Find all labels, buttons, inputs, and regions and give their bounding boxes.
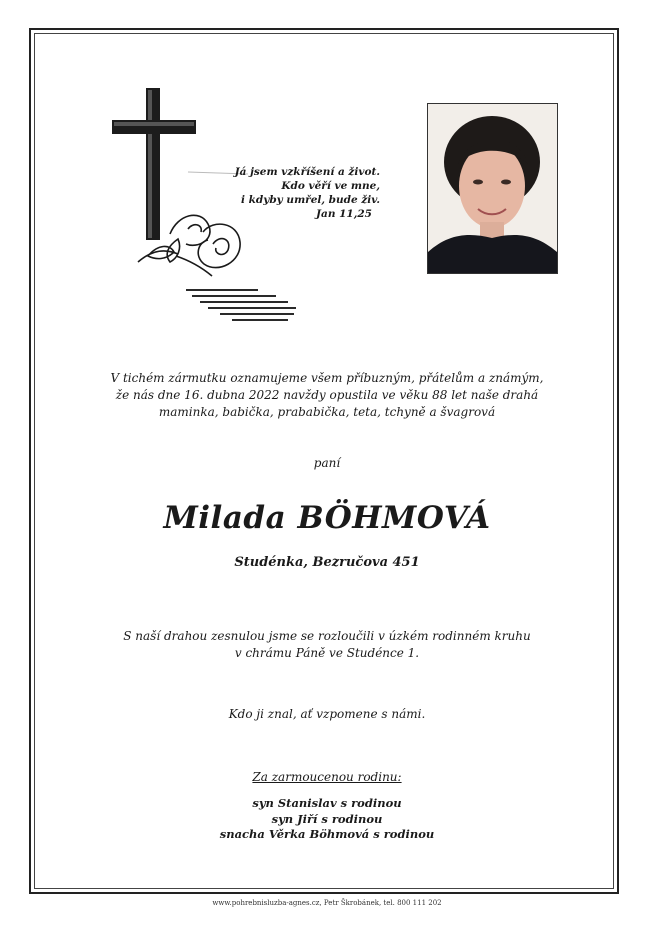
funeral-info bbox=[60, 628, 594, 662]
verse-line: Kdo věří ve mne, bbox=[281, 180, 380, 192]
verse-line: i kdyby umřel, bude živ. bbox=[240, 194, 380, 206]
announcement-line: maminka, babička, prababička, teta, tchyně a švagrová bbox=[158, 405, 496, 419]
announcement-text bbox=[60, 370, 594, 421]
family-member: snacha Věrka Böhmová s rodinou bbox=[219, 827, 435, 841]
deceased-name: Milada BÖHMOVÁ bbox=[163, 500, 491, 536]
announcement-line: V tichém zármutku oznamujeme všem příbuzným, přátelům a známým, bbox=[110, 371, 544, 385]
funeral-line: S naší drahou zesnulou jsme se rozloučili v úzkém rodinném kruhu bbox=[123, 629, 531, 643]
remember-text: Kdo ji znal, ať vzpomene s námi. bbox=[228, 707, 426, 721]
funeral-line: v chrámu Páně ve Studénce 1. bbox=[234, 646, 420, 660]
honorific: paní bbox=[313, 456, 341, 470]
announcement-line: že nás dne 16. dubna 2022 navždy opustila ve věku 88 let naše drahá bbox=[115, 388, 539, 402]
family-member: syn Stanislav s rodinou bbox=[252, 796, 402, 810]
bible-verse bbox=[215, 165, 380, 221]
portrait-photo bbox=[427, 103, 558, 274]
family-heading: Za zarmoucenou rodinu: bbox=[252, 770, 402, 784]
deceased-address: Studénka, Bezručova 451 bbox=[234, 555, 420, 570]
footer-contact: www.pohrebnisluzba-agnes.cz, Petr Škrobánek, tel. 800 111 202 bbox=[212, 899, 442, 907]
family-member: syn Jiří s rodinou bbox=[271, 811, 383, 826]
family-list bbox=[60, 796, 594, 843]
verse-line: Já jsem vzkříšení a život. bbox=[234, 166, 380, 178]
verse-reference: Jan 11,25 bbox=[316, 208, 372, 220]
